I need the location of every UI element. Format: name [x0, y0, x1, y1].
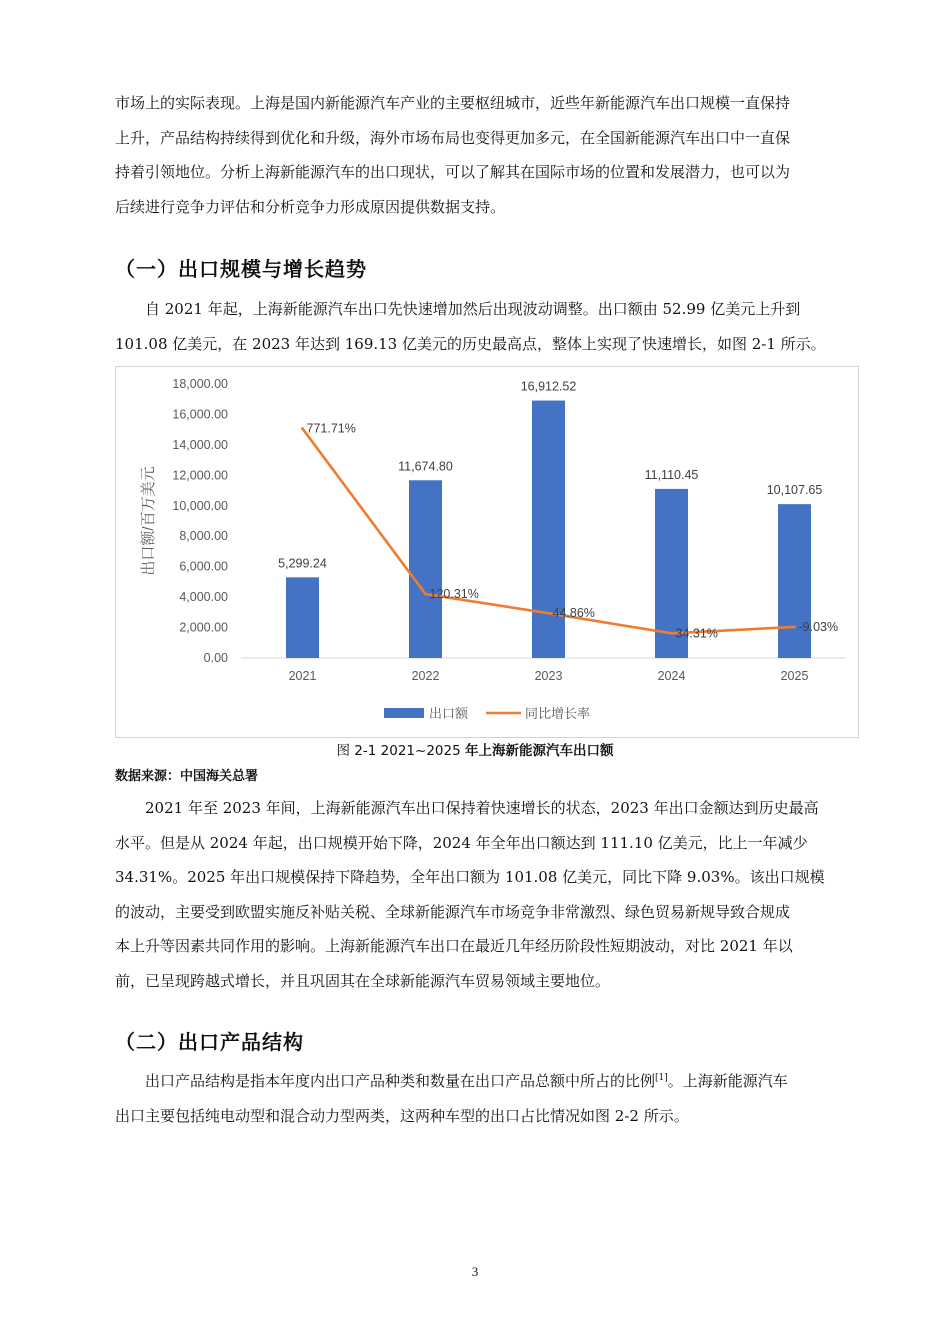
text-line: 2021 年至 2023 年间，上海新能源汽车出口保持着快速增长的状态，2023 年出口金额达到历史最高 — [145, 799, 819, 817]
text-line: 出口主要包括纯电动型和混合动力型两类，这两种车型的出口占比情况如图 2-2 所示。 — [115, 1106, 689, 1125]
y-axis-title: 出口额/百万美元 — [140, 466, 157, 576]
bar-data-label: 11,674.80 — [398, 459, 453, 474]
y-tick-label: 12,000.00 — [172, 468, 228, 483]
bar-data-label: 5,299.24 — [278, 556, 327, 571]
growth-data-label: 44.86% — [552, 606, 595, 621]
text-line: 101.08 亿美元，在 2023 年达到 169.13 亿美元的历史最高点，整体上实现了快速增长，如图 2-1 所示。 — [115, 334, 826, 353]
text-line: 后续进行竞争力评估和分析竞争力形成原因提供数据支持。 — [115, 197, 506, 216]
legend-swatch-bar — [384, 708, 424, 718]
bar-2022 — [409, 480, 442, 658]
text-line: 自 2021 年起，上海新能源汽车出口先快速增加然后出现波动调整。出口额由 52.99 亿美元上升到 — [145, 300, 801, 318]
legend-label-growth: 同比增长率 — [525, 706, 591, 721]
y-tick-label: 8,000.00 — [179, 529, 228, 544]
y-tick-label: 16,000.00 — [172, 407, 228, 422]
y-tick-label: 18,000.00 — [172, 377, 228, 391]
caption-title: 年上海新能源汽车出口额 — [464, 743, 614, 759]
growth-data-label: 34.31% — [675, 626, 718, 641]
text-run: 。上海新能源汽车 — [667, 1072, 788, 1090]
text-line: 持着引领地位。分析上海新能源汽车的出口现状，可以了解其在国际市场的位置和发展潜力，也可以为 — [115, 163, 791, 181]
text-line: 的波动，主要受到欧盟实施反补贴关税、全球新能源汽车市场竞争非常激烈、绿色贸易新规导致合规成 — [115, 902, 791, 921]
x-tick-label: 2025 — [780, 669, 809, 683]
growth-rate-point — [301, 427, 304, 430]
export-scale-paragraph — [115, 292, 861, 361]
bar-data-label: 11,110.45 — [644, 467, 699, 482]
section-heading-export-scale: （一）出口规模与增长趋势 — [115, 257, 367, 281]
bar-2025 — [778, 504, 811, 658]
growth-rate-point — [670, 632, 673, 635]
growth-rate-point — [793, 625, 796, 628]
text-line: 上升，产品结构持续得到优化和升级，海外市场布局也变得更加多元，在全国新能源汽车出口中一直保 — [115, 128, 791, 147]
product-structure-paragraph — [115, 1064, 861, 1133]
growth-data-label: 120.31% — [429, 587, 479, 602]
bar-data-label: 16,912.52 — [520, 379, 577, 394]
growth-data-label: -9.03% — [798, 619, 839, 634]
y-tick-label: 4,000.00 — [179, 590, 228, 605]
y-tick-label: 0.00 — [203, 651, 228, 665]
export-chart — [115, 366, 859, 738]
chart-canvas — [116, 367, 858, 737]
caption-prefix: 图 2-1 2021~2025 — [336, 743, 465, 759]
text-line: 34.31%。2025 年出口规模保持下降趋势，全年出口额为 101.08 亿美元，同比下降 9.03%。该出口规模 — [115, 868, 825, 886]
x-tick-label: 2024 — [657, 669, 686, 683]
growth-rate-point — [547, 612, 550, 615]
x-tick-label: 2022 — [411, 669, 440, 683]
figure-caption — [0, 739, 950, 759]
data-source-note: 数据来源：中国海关总署 — [115, 769, 259, 784]
citation-ref[interactable]: [1] — [655, 1073, 668, 1083]
y-tick-label: 14,000.00 — [172, 437, 228, 452]
text-line — [115, 1064, 861, 1099]
text-line: 水平。但是从 2024 年起，出口规模开始下降，2024 年全年出口额达到 111.10 亿美元，比上一年减少 — [115, 833, 808, 852]
growth-data-label: 771.71% — [306, 421, 356, 436]
section-heading-product-structure: （二）出口产品结构 — [115, 1030, 304, 1054]
text-run: 出口产品结构是指本年度内出口产品种类和数量在出口产品总额中所占的比例 — [145, 1072, 656, 1090]
growth-rate-point — [424, 593, 427, 596]
text-line: 本上升等因素共同作用的影响。上海新能源汽车出口在最近几年经历阶段性短期波动，对比 2021 年以 — [115, 937, 793, 955]
page-number: 3 — [471, 1264, 479, 1279]
analysis-paragraph — [115, 791, 861, 998]
legend-label-export: 出口额 — [429, 706, 469, 721]
y-tick-label: 10,000.00 — [172, 498, 228, 513]
text-line: 前，已呈现跨越式增长，并且巩固其在全球新能源汽车贸易领域主要地位。 — [115, 971, 611, 990]
x-tick-label: 2023 — [534, 669, 563, 683]
bar-2021 — [286, 577, 319, 658]
text-line: 市场上的实际表现。上海是国内新能源汽车产业的主要枢纽城市，近些年新能源汽车出口规模一直保持 — [115, 94, 791, 112]
x-tick-label: 2021 — [288, 669, 317, 683]
y-tick-label: 6,000.00 — [179, 559, 228, 574]
y-tick-label: 2,000.00 — [179, 620, 228, 635]
intro-paragraph — [115, 86, 861, 224]
bar-data-label: 10,107.65 — [766, 483, 823, 498]
